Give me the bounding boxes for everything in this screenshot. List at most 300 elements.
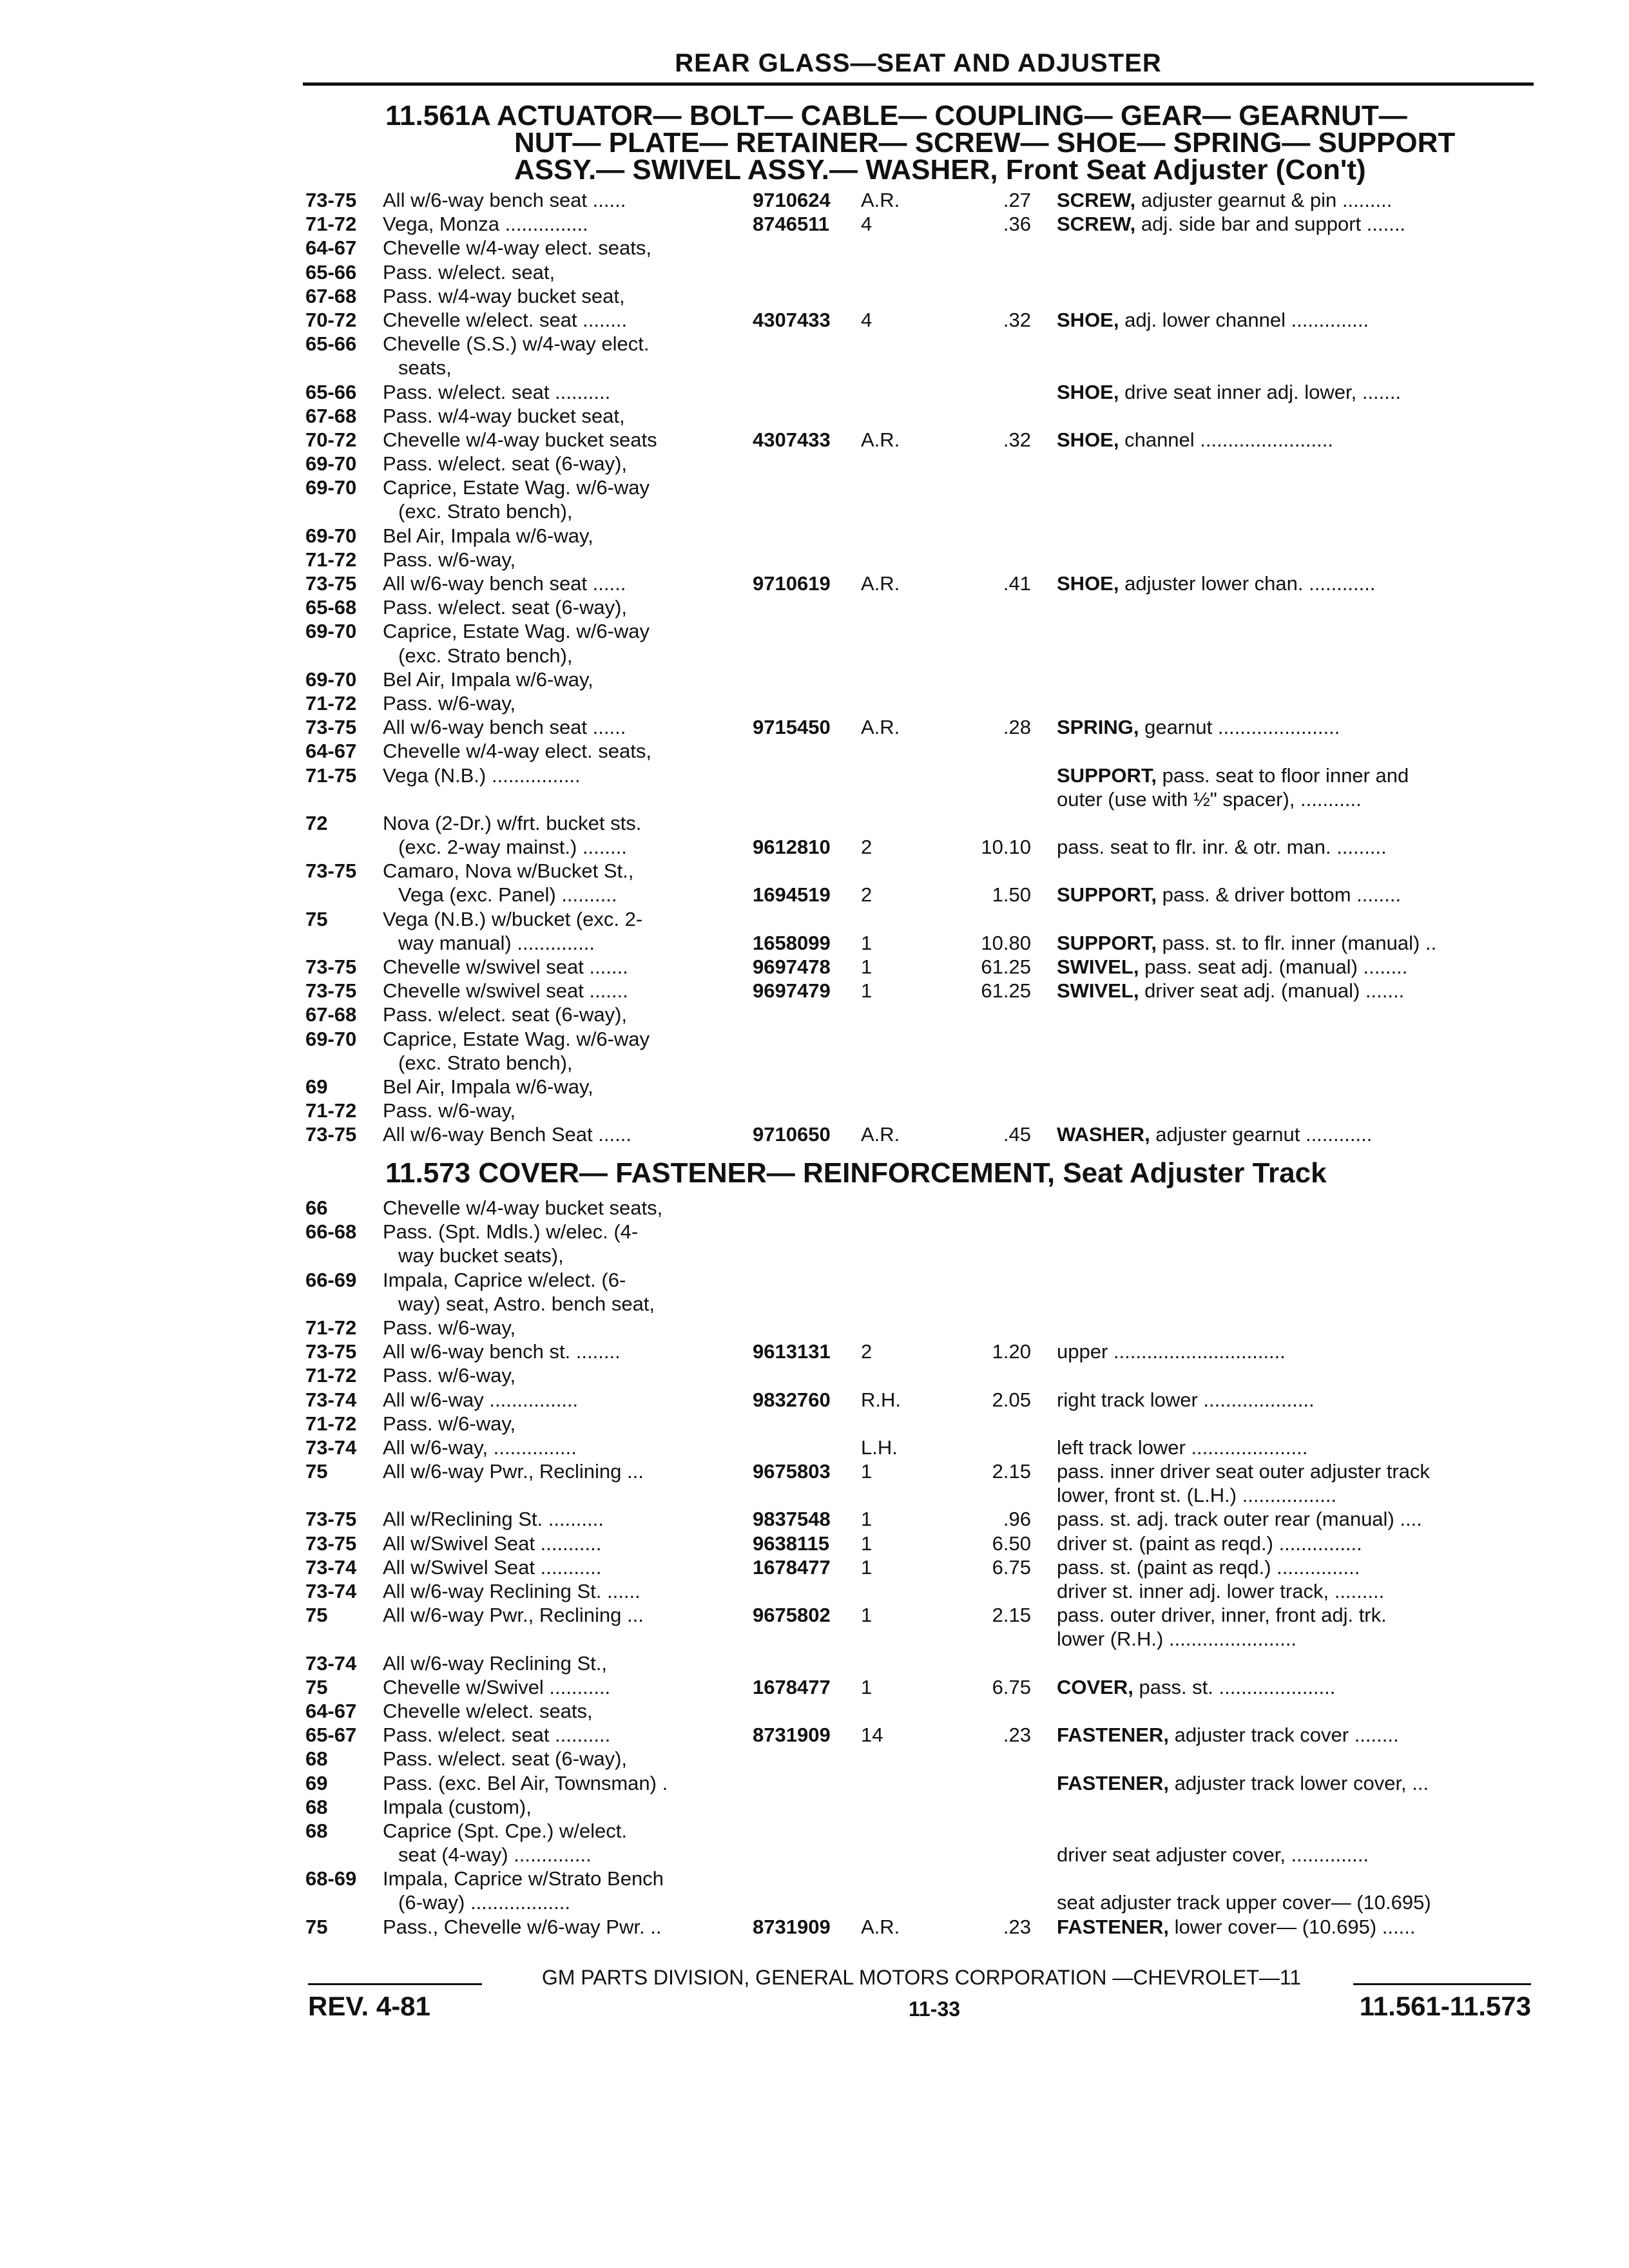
part-name-detail: pass. st. to flr. inner (manual) .. <box>1157 931 1437 954</box>
part-number: 9613131 <box>753 1340 831 1363</box>
part-name-detail: drive seat inner adj. lower, ....... <box>1119 380 1402 403</box>
table-row <box>0 739 1629 763</box>
model-years: 69-70 <box>305 452 357 476</box>
model-years: 75 <box>305 1604 328 1627</box>
table-row <box>0 811 1629 835</box>
part-name-keyword: SWIVEL, <box>1057 956 1139 978</box>
footer-rule-left <box>308 1983 482 1985</box>
part-name-detail: adj. lower channel .............. <box>1119 308 1369 331</box>
application-description: All w/6-way Bench Seat ...... <box>383 1123 631 1146</box>
quantity: 1 <box>861 1508 872 1531</box>
model-years: 71-72 <box>305 1412 357 1435</box>
table-row <box>0 1099 1629 1122</box>
revision-label: REV. 4-81 <box>308 1991 430 2021</box>
table-row <box>0 931 1629 955</box>
part-name-keyword: FASTENER, <box>1057 1724 1169 1747</box>
application-description: All w/Reclining St. .......... <box>383 1508 604 1531</box>
part-number: 9710619 <box>753 572 831 595</box>
table-row <box>0 499 1629 523</box>
group-range: 11.561-11.573 <box>1359 1991 1531 2021</box>
application-description: All w/6-way bench seat ...... <box>383 189 626 211</box>
part-name <box>1057 787 1521 811</box>
price: .32 <box>1003 428 1031 451</box>
application-description: way manual) .............. <box>398 931 595 954</box>
application-description: Chevelle w/4-way elect. seats, <box>383 236 651 260</box>
model-years: 66 <box>305 1196 328 1219</box>
table-row <box>0 1388 1629 1412</box>
part-number: 1678477 <box>753 1555 831 1579</box>
application-description: Bel Air, Impala w/6-way, <box>383 524 593 547</box>
quantity: A.R. <box>861 1123 900 1146</box>
table-row <box>0 1507 1629 1531</box>
part-name-detail: lower, front st. (L.H.) ................. <box>1057 1484 1337 1507</box>
part-name-detail: pass. st. (paint as reqd.) ............... <box>1057 1555 1360 1579</box>
table-row <box>0 1363 1629 1387</box>
part-name <box>1057 428 1521 452</box>
table-row <box>0 1075 1629 1099</box>
price: .23 <box>1003 1724 1031 1747</box>
table-row <box>0 859 1629 883</box>
table-row <box>0 1819 1629 1843</box>
table-row <box>0 1412 1629 1436</box>
model-years: 73-75 <box>305 1532 357 1555</box>
price: .36 <box>1003 213 1031 236</box>
part-name-keyword: SUPPORT, <box>1057 883 1157 907</box>
application-description: Pass. w/elect. seat (6-way), <box>383 1747 628 1771</box>
table-row <box>0 883 1629 907</box>
part-name-detail: driver seat adj. (manual) ....... <box>1139 979 1405 1003</box>
part-name-detail: driver st. inner adj. lower track, ......... <box>1057 1580 1385 1602</box>
part-name-keyword: SWIVEL, <box>1057 979 1139 1003</box>
model-years: 66-69 <box>305 1268 357 1291</box>
table-row <box>0 691 1629 715</box>
part-number: 1678477 <box>753 1675 831 1698</box>
application-description: All w/6-way bench seat ...... <box>383 716 626 739</box>
model-years: 75 <box>305 1460 328 1483</box>
table-row <box>0 1268 1629 1292</box>
part-name-keyword: SUPPORT, <box>1057 931 1157 954</box>
table-row <box>0 356 1629 380</box>
application-description: All w/6-way bench seat ...... <box>383 572 626 595</box>
table-row <box>0 1292 1629 1316</box>
table-row <box>0 668 1629 691</box>
model-years: 67-68 <box>305 284 357 307</box>
quantity: L.H. <box>861 1436 898 1459</box>
application-description: seat (4-way) .............. <box>398 1843 592 1867</box>
part-number: 9612810 <box>753 836 831 859</box>
model-years: 73-74 <box>305 1436 357 1459</box>
table-row <box>0 1220 1629 1244</box>
model-years: 64-67 <box>305 236 357 260</box>
part-name-detail: channel ........................ <box>1119 428 1333 451</box>
table-row <box>0 1890 1629 1914</box>
model-years: 70-72 <box>305 308 357 331</box>
application-description: (exc. Strato bench), <box>398 1051 573 1074</box>
quantity: 1 <box>861 956 872 978</box>
model-years: 68 <box>305 1795 328 1818</box>
part-name <box>1057 1843 1521 1867</box>
quantity: 2 <box>861 1340 872 1363</box>
application-description: Pass. w/4-way bucket seat, <box>383 284 625 307</box>
part-name-keyword: SCREW, <box>1057 213 1136 236</box>
part-name <box>1057 1579 1521 1603</box>
application-description: Camaro, Nova w/Bucket St., <box>383 860 634 883</box>
part-name <box>1057 1723 1521 1747</box>
model-years: 64-67 <box>305 740 357 763</box>
table-row <box>0 1003 1629 1026</box>
application-description: All w/6-way Reclining St., <box>383 1651 608 1675</box>
model-years: 69-70 <box>305 620 357 643</box>
part-name <box>1057 1890 1521 1914</box>
table-row <box>0 644 1629 668</box>
quantity: 1 <box>861 1604 872 1627</box>
parts-table-11-561a <box>0 188 1629 1147</box>
price: 1.50 <box>992 883 1031 907</box>
application-description: (exc. Strato bench), <box>398 500 573 523</box>
table-row <box>0 1699 1629 1723</box>
table-row <box>0 835 1629 859</box>
application-description: Chevelle (S.S.) w/4-way elect. <box>383 332 650 356</box>
application-description: Vega, Monza ............... <box>383 213 588 236</box>
application-description: Impala (custom), <box>383 1795 532 1818</box>
table-row <box>0 619 1629 643</box>
part-name-keyword: COVER, <box>1057 1675 1133 1698</box>
part-name <box>1057 764 1521 787</box>
model-years: 65-66 <box>305 380 357 403</box>
model-years: 66-68 <box>305 1220 357 1244</box>
table-row <box>0 979 1629 1003</box>
table-row <box>0 1867 1629 1890</box>
table-row <box>0 1316 1629 1340</box>
table-row <box>0 1795 1629 1819</box>
table-row <box>0 236 1629 260</box>
part-name <box>1057 1603 1521 1627</box>
table-row <box>0 764 1629 787</box>
application-description: Chevelle w/elect. seat ........ <box>383 308 628 331</box>
table-row <box>0 1340 1629 1363</box>
application-description: Pass. w/6-way, <box>383 1099 516 1122</box>
application-description: Chevelle w/4-way elect. seats, <box>383 740 651 763</box>
price: 2.05 <box>992 1388 1031 1411</box>
table-row <box>0 1843 1629 1867</box>
price: 6.75 <box>992 1555 1031 1579</box>
table-row <box>0 332 1629 356</box>
part-name <box>1057 1627 1521 1651</box>
part-name <box>1057 1771 1521 1795</box>
part-name-detail: adj. side bar and support ....... <box>1135 213 1406 236</box>
application-description: Caprice, Estate Wag. w/6-way <box>383 476 650 499</box>
part-name-detail: adjuster gearnut ............ <box>1150 1123 1373 1146</box>
section-title-11-561a-line2: NUT— PLATE— RETAINER— SCREW— SHOE— SPRING— SUPPORT <box>514 127 1456 159</box>
price: .23 <box>1003 1915 1031 1938</box>
model-years: 73-74 <box>305 1651 357 1675</box>
part-name <box>1057 1555 1521 1579</box>
part-number: 8731909 <box>753 1915 831 1938</box>
application-description: All w/6-way ................ <box>383 1388 579 1411</box>
part-name-detail: pass. outer driver, inner, front adj. trk. <box>1057 1604 1387 1627</box>
model-years: 71-75 <box>305 764 357 787</box>
part-number: 9710624 <box>753 189 831 211</box>
table-row <box>0 1603 1629 1627</box>
application-description: Pass. w/6-way, <box>383 548 516 571</box>
part-name-detail: driver st. (paint as reqd.) ............... <box>1057 1532 1362 1555</box>
application-description: Vega (exc. Panel) .......... <box>398 883 617 907</box>
application-description: Pass. w/elect. seat (6-way), <box>383 452 628 476</box>
table-row <box>0 907 1629 931</box>
part-name <box>1057 883 1521 907</box>
part-number: 9675802 <box>753 1604 831 1627</box>
part-name <box>1057 1532 1521 1555</box>
price: 61.25 <box>981 956 1031 978</box>
table-row <box>0 404 1629 428</box>
model-years: 71-72 <box>305 548 357 571</box>
section-title-11-561a: 11.561A ACTUATOR— BOLT— CABLE— COUPLING— GEAR— GEARNUT— <box>385 100 1407 131</box>
application-description: Pass. (Spt. Mdls.) w/elec. (4- <box>383 1220 639 1244</box>
part-name <box>1057 1483 1521 1507</box>
part-name <box>1057 212 1521 236</box>
table-row <box>0 572 1629 595</box>
quantity: 4 <box>861 308 872 331</box>
application-description: way bucket seats), <box>398 1244 564 1267</box>
footer-publisher: GM PARTS DIVISION, GENERAL MOTORS CORPORATION —CHEVROLET—11 <box>541 1966 1302 1989</box>
quantity: A.R. <box>861 189 900 211</box>
table-row <box>0 1915 1629 1939</box>
application-description: Pass. w/6-way, <box>383 1364 516 1387</box>
application-description: Bel Air, Impala w/6-way, <box>383 1075 593 1098</box>
model-years: 65-68 <box>305 596 357 619</box>
application-description: Impala, Caprice w/Strato Bench <box>383 1867 664 1890</box>
price: 6.75 <box>992 1675 1031 1698</box>
model-years: 73-74 <box>305 1555 357 1579</box>
table-row <box>0 1027 1629 1051</box>
part-name <box>1057 1675 1521 1699</box>
model-years: 69-70 <box>305 1027 357 1050</box>
application-description: (6-way) .................. <box>398 1891 570 1914</box>
application-description: Pass. (exc. Bel Air, Townsman) . <box>383 1771 668 1794</box>
model-years: 72 <box>305 811 328 834</box>
model-years: 68 <box>305 1819 328 1842</box>
application-description: Pass. w/6-way, <box>383 691 516 715</box>
part-name-detail: pass. seat to flr. inr. & otr. man. ......... <box>1057 836 1387 859</box>
table-row <box>0 188 1629 212</box>
application-description: Pass. w/elect. seat (6-way), <box>383 596 628 619</box>
model-years: 67-68 <box>305 404 357 427</box>
part-name-detail: lower cover— (10.695) ...... <box>1168 1915 1416 1938</box>
application-description: (exc. 2-way mainst.) ........ <box>398 836 627 859</box>
model-years: 73-75 <box>305 979 357 1003</box>
table-row <box>0 1244 1629 1267</box>
part-name-keyword: SHOE, <box>1057 428 1119 451</box>
quantity: 1 <box>861 979 872 1003</box>
table-row <box>0 1483 1629 1507</box>
application-description: All w/6-way bench st. ........ <box>383 1340 621 1363</box>
part-name <box>1057 835 1521 859</box>
table-row <box>0 1771 1629 1795</box>
table-row <box>0 787 1629 811</box>
part-name-keyword: SHOE, <box>1057 572 1119 595</box>
model-years: 71-72 <box>305 213 357 236</box>
page-header: REAR GLASS—SEAT AND ADJUSTER <box>675 49 1162 77</box>
part-name-detail: pass. seat to floor inner and <box>1157 764 1409 787</box>
application-description: Vega (N.B.) w/bucket (exc. 2- <box>383 907 643 930</box>
part-name <box>1057 1915 1521 1939</box>
model-years: 73-74 <box>305 1580 357 1602</box>
quantity: R.H. <box>861 1388 901 1411</box>
application-description: Pass. w/4-way bucket seat, <box>383 404 625 427</box>
table-row <box>0 476 1629 499</box>
part-name-keyword: SHOE, <box>1057 380 1119 403</box>
application-description: Chevelle w/Swivel ........... <box>383 1675 611 1698</box>
application-description: Pass. w/elect. seat, <box>383 260 555 284</box>
model-years: 67-68 <box>305 1003 357 1026</box>
part-name-detail: pass. & driver bottom ........ <box>1157 883 1402 907</box>
part-name <box>1057 380 1521 404</box>
model-years: 69-70 <box>305 524 357 547</box>
price: 2.15 <box>992 1604 1031 1627</box>
part-name <box>1057 955 1521 979</box>
application-description: All w/Swivel Seat ........... <box>383 1555 602 1579</box>
table-row <box>0 1532 1629 1555</box>
table-row <box>0 1675 1629 1699</box>
model-years: 75 <box>305 1915 328 1938</box>
application-description: Chevelle w/4-way bucket seats <box>383 428 657 451</box>
section-title-11-561a-line3: ASSY.— SWIVEL ASSY.— WASHER, Front Seat Adjuster (Con't) <box>514 154 1366 186</box>
price: .32 <box>1003 308 1031 331</box>
application-description: Pass. w/elect. seat .......... <box>383 380 611 403</box>
application-description: way) seat, Astro. bench seat, <box>398 1292 655 1315</box>
model-years: 65-66 <box>305 332 357 356</box>
application-description: Pass. w/elect. seat .......... <box>383 1724 611 1747</box>
table-row <box>0 380 1629 404</box>
table-row <box>0 452 1629 476</box>
model-years: 73-75 <box>305 860 357 883</box>
part-name-keyword: SPRING, <box>1057 716 1139 739</box>
part-name <box>1057 715 1521 739</box>
part-name-keyword: SHOE, <box>1057 308 1119 331</box>
part-name-detail: right track lower .................... <box>1057 1388 1315 1411</box>
model-years: 73-75 <box>305 956 357 978</box>
part-name-keyword: WASHER, <box>1057 1123 1150 1146</box>
model-years: 69 <box>305 1771 328 1794</box>
part-name <box>1057 188 1521 212</box>
table-row <box>0 1555 1629 1579</box>
application-description: Chevelle w/swivel seat ....... <box>383 956 628 978</box>
application-description: All w/6-way Reclining St. ...... <box>383 1580 641 1602</box>
part-name-detail: pass. st. adj. track outer rear (manual) .... <box>1057 1508 1422 1531</box>
application-description: Pass., Chevelle w/6-way Pwr. .. <box>383 1915 662 1938</box>
part-number: 9710650 <box>753 1123 831 1146</box>
part-name-detail: adjuster track cover ........ <box>1168 1724 1399 1747</box>
model-years: 71-72 <box>305 1364 357 1387</box>
quantity: A.R. <box>861 428 900 451</box>
model-years: 65-66 <box>305 260 357 284</box>
price: .45 <box>1003 1123 1031 1146</box>
quantity: A.R. <box>861 716 900 739</box>
part-number: 1658099 <box>753 931 831 954</box>
part-number: 9697479 <box>753 979 831 1003</box>
table-row <box>0 715 1629 739</box>
table-row <box>0 1122 1629 1146</box>
model-years: 75 <box>305 907 328 930</box>
part-name <box>1057 1507 1521 1531</box>
price: .41 <box>1003 572 1031 595</box>
model-years: 73-75 <box>305 1123 357 1146</box>
model-years: 73-74 <box>305 1388 357 1411</box>
application-description: Pass. w/6-way, <box>383 1412 516 1435</box>
quantity: 4 <box>861 213 872 236</box>
model-years: 71-72 <box>305 1099 357 1122</box>
part-name-keyword: SUPPORT, <box>1057 764 1157 787</box>
price: 1.20 <box>992 1340 1031 1363</box>
part-number: 9715450 <box>753 716 831 739</box>
price: 10.80 <box>981 931 1031 954</box>
model-years: 64-67 <box>305 1699 357 1722</box>
application-description: Caprice, Estate Wag. w/6-way <box>383 1027 650 1050</box>
quantity: 14 <box>861 1724 883 1747</box>
price: .27 <box>1003 189 1031 211</box>
model-years: 70-72 <box>305 428 357 451</box>
part-number: 9697478 <box>753 956 831 978</box>
model-years: 71-72 <box>305 1316 357 1339</box>
quantity: A.R. <box>861 1915 900 1938</box>
part-name-keyword: FASTENER, <box>1057 1771 1169 1794</box>
part-name-keyword: SCREW, <box>1057 189 1136 211</box>
price: 61.25 <box>981 979 1031 1003</box>
model-years: 69 <box>305 1075 328 1098</box>
application-description: Caprice (Spt. Cpe.) w/elect. <box>383 1819 628 1842</box>
table-row <box>0 1723 1629 1747</box>
part-name <box>1057 1122 1521 1146</box>
part-name-detail: adjuster track lower cover, ... <box>1168 1771 1429 1794</box>
part-name <box>1057 1388 1521 1412</box>
part-number: 8731909 <box>753 1724 831 1747</box>
parts-table-11-573 <box>0 1196 1629 1939</box>
section-title-11-573: 11.573 COVER— FASTENER— REINFORCEMENT, Seat Adjuster Track <box>385 1157 1327 1189</box>
part-name-detail: pass. inner driver seat outer adjuster track <box>1057 1460 1430 1483</box>
price: .96 <box>1003 1508 1031 1531</box>
model-years: 69-70 <box>305 668 357 691</box>
table-row <box>0 428 1629 452</box>
table-row <box>0 548 1629 572</box>
part-number: 4307433 <box>753 428 831 451</box>
part-number: 4307433 <box>753 308 831 331</box>
part-number: 9832760 <box>753 1388 831 1411</box>
quantity: 1 <box>861 1532 872 1555</box>
part-name-detail: upper ............................... <box>1057 1340 1286 1363</box>
part-name-detail: left track lower ..................... <box>1057 1436 1308 1459</box>
part-name-keyword: FASTENER, <box>1057 1915 1169 1938</box>
part-name-detail: driver seat adjuster cover, .............. <box>1057 1843 1369 1867</box>
model-years: 73-75 <box>305 572 357 595</box>
table-row <box>0 1651 1629 1675</box>
footer-rule-right <box>1353 1983 1531 1985</box>
part-name <box>1057 308 1521 332</box>
application-description: All w/Swivel Seat ........... <box>383 1532 602 1555</box>
model-years: 73-75 <box>305 1340 357 1363</box>
model-years: 69-70 <box>305 476 357 499</box>
application-description: Chevelle w/4-way bucket seats, <box>383 1196 663 1219</box>
application-description: Nova (2-Dr.) w/frt. bucket sts. <box>383 811 642 834</box>
quantity: 1 <box>861 1675 872 1698</box>
part-name-detail: lower (R.H.) ....................... <box>1057 1628 1297 1651</box>
part-name-detail: adjuster gearnut & pin ......... <box>1135 189 1393 211</box>
part-name <box>1057 931 1521 955</box>
quantity: 2 <box>861 836 872 859</box>
part-name <box>1057 1340 1521 1363</box>
application-description: Chevelle w/elect. seats, <box>383 1699 593 1722</box>
application-description: Impala, Caprice w/elect. (6- <box>383 1268 626 1291</box>
application-description: Caprice, Estate Wag. w/6-way <box>383 620 650 643</box>
